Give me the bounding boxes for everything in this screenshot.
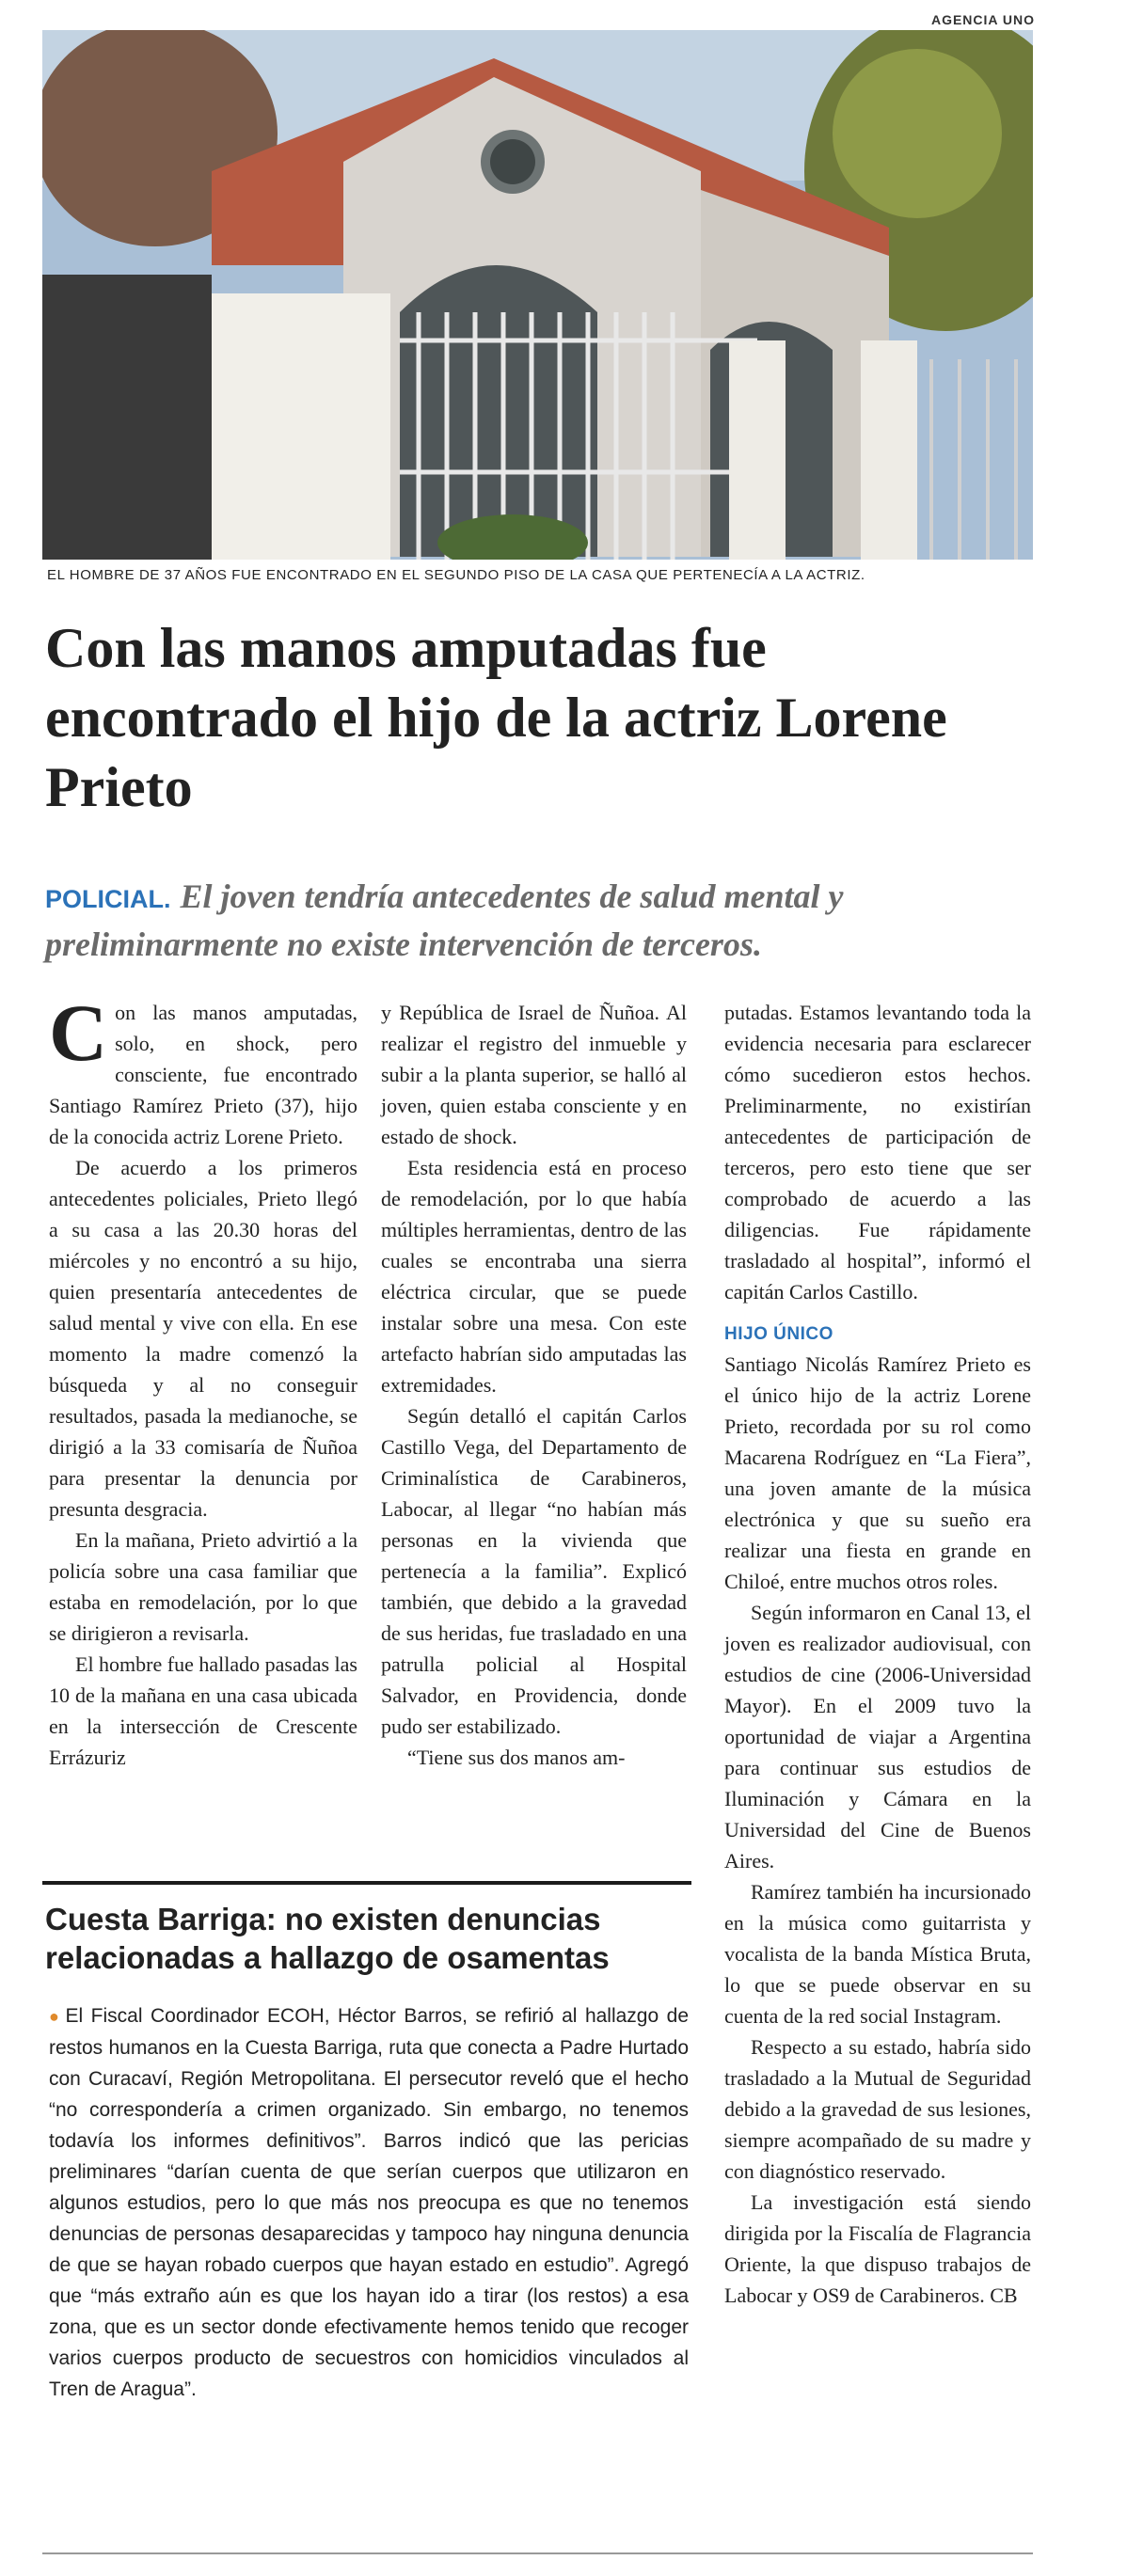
- drop-cap: C: [49, 988, 108, 1078]
- sidebar-divider: [42, 1881, 691, 1885]
- house-icon: [42, 30, 1033, 560]
- paragraph: y República de Israel de Ñuñoa. Al realizar el registro del inmueble y subir a la planta superior, se halló al joven, quien estaba consciente y en estado de shock.: [381, 1001, 687, 1148]
- subheadline: El joven tendría antecedentes de salud mental y preliminarmente no existe intervención de terceros.: [45, 877, 844, 963]
- paragraph: De acuerdo a los primeros antecedentes policiales, Prieto llegó a su casa a las 20.30 horas del miércoles y no encontró a su hijo, quien presentaría antecedentes de salud mental y vive con ella. En ese momento la madre comenzó la búsqueda y al no conseguir resultados, pasada la medianoche, se dirigió a la 33 comisaría de Ñuñoa para presentar la denuncia por presunta desgracia.: [49, 1156, 357, 1521]
- article-column-2: [381, 997, 687, 1773]
- paragraph: El hombre fue hallado pasadas las 10 de la mañana en una casa ubicada en la intersección de Crescente Errázuriz: [49, 1652, 357, 1769]
- photo-caption: EL HOMBRE DE 37 AÑOS FUE ENCONTRADO EN EL SEGUNDO PISO DE LA CASA QUE PERTENECÍA A LA ACTRIZ.: [47, 567, 865, 583]
- house-photo: [42, 30, 1033, 560]
- paragraph: putadas. Estamos levantando toda la evidencia necesaria para esclarecer cómo sucedieron estos hechos. Preliminarmente, no existirían antecedentes de participación de terceros, pero esto tiene que ser comprobado de acuerdo a las diligencias. Fue rápidamente trasladado al hospital”, informó el capitán Carlos Castillo.: [724, 1001, 1031, 1304]
- deck: [45, 877, 1042, 972]
- paragraph: “Tiene sus dos manos am-: [407, 1746, 626, 1769]
- paragraph: Esta residencia está en proceso de remodelación, por lo que había múltiples herramientas, dentro de las cuales se encontraba una sierra eléctrica circular, que se puede instalar sobre una mesa. Con este artefacto habrían sido amputadas las extremidades.: [381, 1156, 687, 1397]
- paragraph: Con las manos amputadas, solo, en shock, pero consciente, fue encontrado Santiago Ramírez Prieto (37), hijo de la conocida actriz Lorene Prieto.: [49, 988, 357, 1148]
- end-mark: CB: [990, 2284, 1018, 2307]
- section-kicker: POLICIAL.: [45, 885, 171, 913]
- paragraph: Respecto a su estado, habría sido trasladado a la Mutual de Seguridad debido a la gravedad de sus lesiones, siempre acompañado de su madre y con diagnóstico reservado.: [724, 2035, 1031, 2183]
- paragraph: Según informaron en Canal 13, el joven es realizador audiovisual, con estudios de cine (2006-Universidad Mayor). En el 2009 tuvo la oportunidad de viajar a Argentina para continuar sus estudios de Iluminación y Cámara en la Universidad del Cine de Buenos Aires.: [724, 1601, 1031, 1873]
- section-subhead: HIJO ÚNICO: [724, 1324, 833, 1344]
- sidebar-title: Cuesta Barriga: no existen denuncias relacionadas a hallazgo de osamentas: [45, 1902, 610, 1975]
- headline: Con las manos amputadas fue encontrado el hijo de la actriz Lorene Prieto: [45, 617, 947, 818]
- photo-credit: AGENCIA UNO: [930, 12, 1035, 27]
- bottom-divider: [42, 2552, 1033, 2554]
- paragraph: Ramírez también ha incursionado en la música como guitarrista y vocalista de la banda Mística Bruta, lo que se puede observar en su cuenta de la red social Instagram.: [724, 1880, 1031, 2028]
- bullet-icon: ●: [49, 2007, 62, 2026]
- sidebar-body: ● El Fiscal Coordinador ECOH, Héctor Barros, se refirió al hallazgo de restos humanos en la Cuesta Barriga, ruta que conecta a Padre Hurtado con Curacaví, Región Metropolitana. El persecutor reveló que el hecho “no correspondería a crimen organizado. Sin embargo, no tenemos todavía los informes definitivos”. Barros indicó que las pericias preliminares “darían cuenta de que serían cuerpos que utilizaron en algunos estudios, pero lo que más nos preocupa es que no tenemos denuncias de personas desaparecidas y tampoco hay ninguna denuncia de que se hayan robado cuerpos que hayan estado en estudio”. Agregó que “más extraño aún es que los hayan ido a tirar (los restos) a esa zona, que es un sector donde efectivamente hemos tenido que recoger varios cuerpos producto de secuestros con homicidios vinculados al Tren de Aragua”.: [49, 2005, 689, 2400]
- paragraph: Según detalló el capitán Carlos Castillo Vega, del Departamento de Criminalística de Carabineros, Labocar, al llegar “no habían más personas en la vivienda que pertenecía a la familia”. Explicó también, que debido a la gravedad de sus heridas, fue trasladado en una patrulla policial al Hospital Salvador, en Providencia, donde pudo ser estabilizado.: [381, 1404, 687, 1738]
- article-column-3: [724, 997, 1031, 2311]
- paragraph: En la mañana, Prieto advirtió a la policía sobre una casa familiar que estaba en remodelación, por lo que se dirigieron a revisarla.: [49, 1528, 357, 1645]
- article-column-1: [49, 988, 357, 1773]
- paragraph: La investigación está siendo dirigida por la Fiscalía de Flagrancia Oriente, la que dispuso trabajos de Labocar y OS9 de Carabineros. CB: [724, 2190, 1031, 2307]
- paragraph: Santiago Nicolás Ramírez Prieto es el único hijo de la actriz Lorene Prieto, recordada por su rol como Macarena Rodríguez en “La Fiera”, una joven amante de la música electrónica y que su sueño era realizar una fiesta en grande en Chiloé, entre muchos otros roles.: [724, 1352, 1031, 1593]
